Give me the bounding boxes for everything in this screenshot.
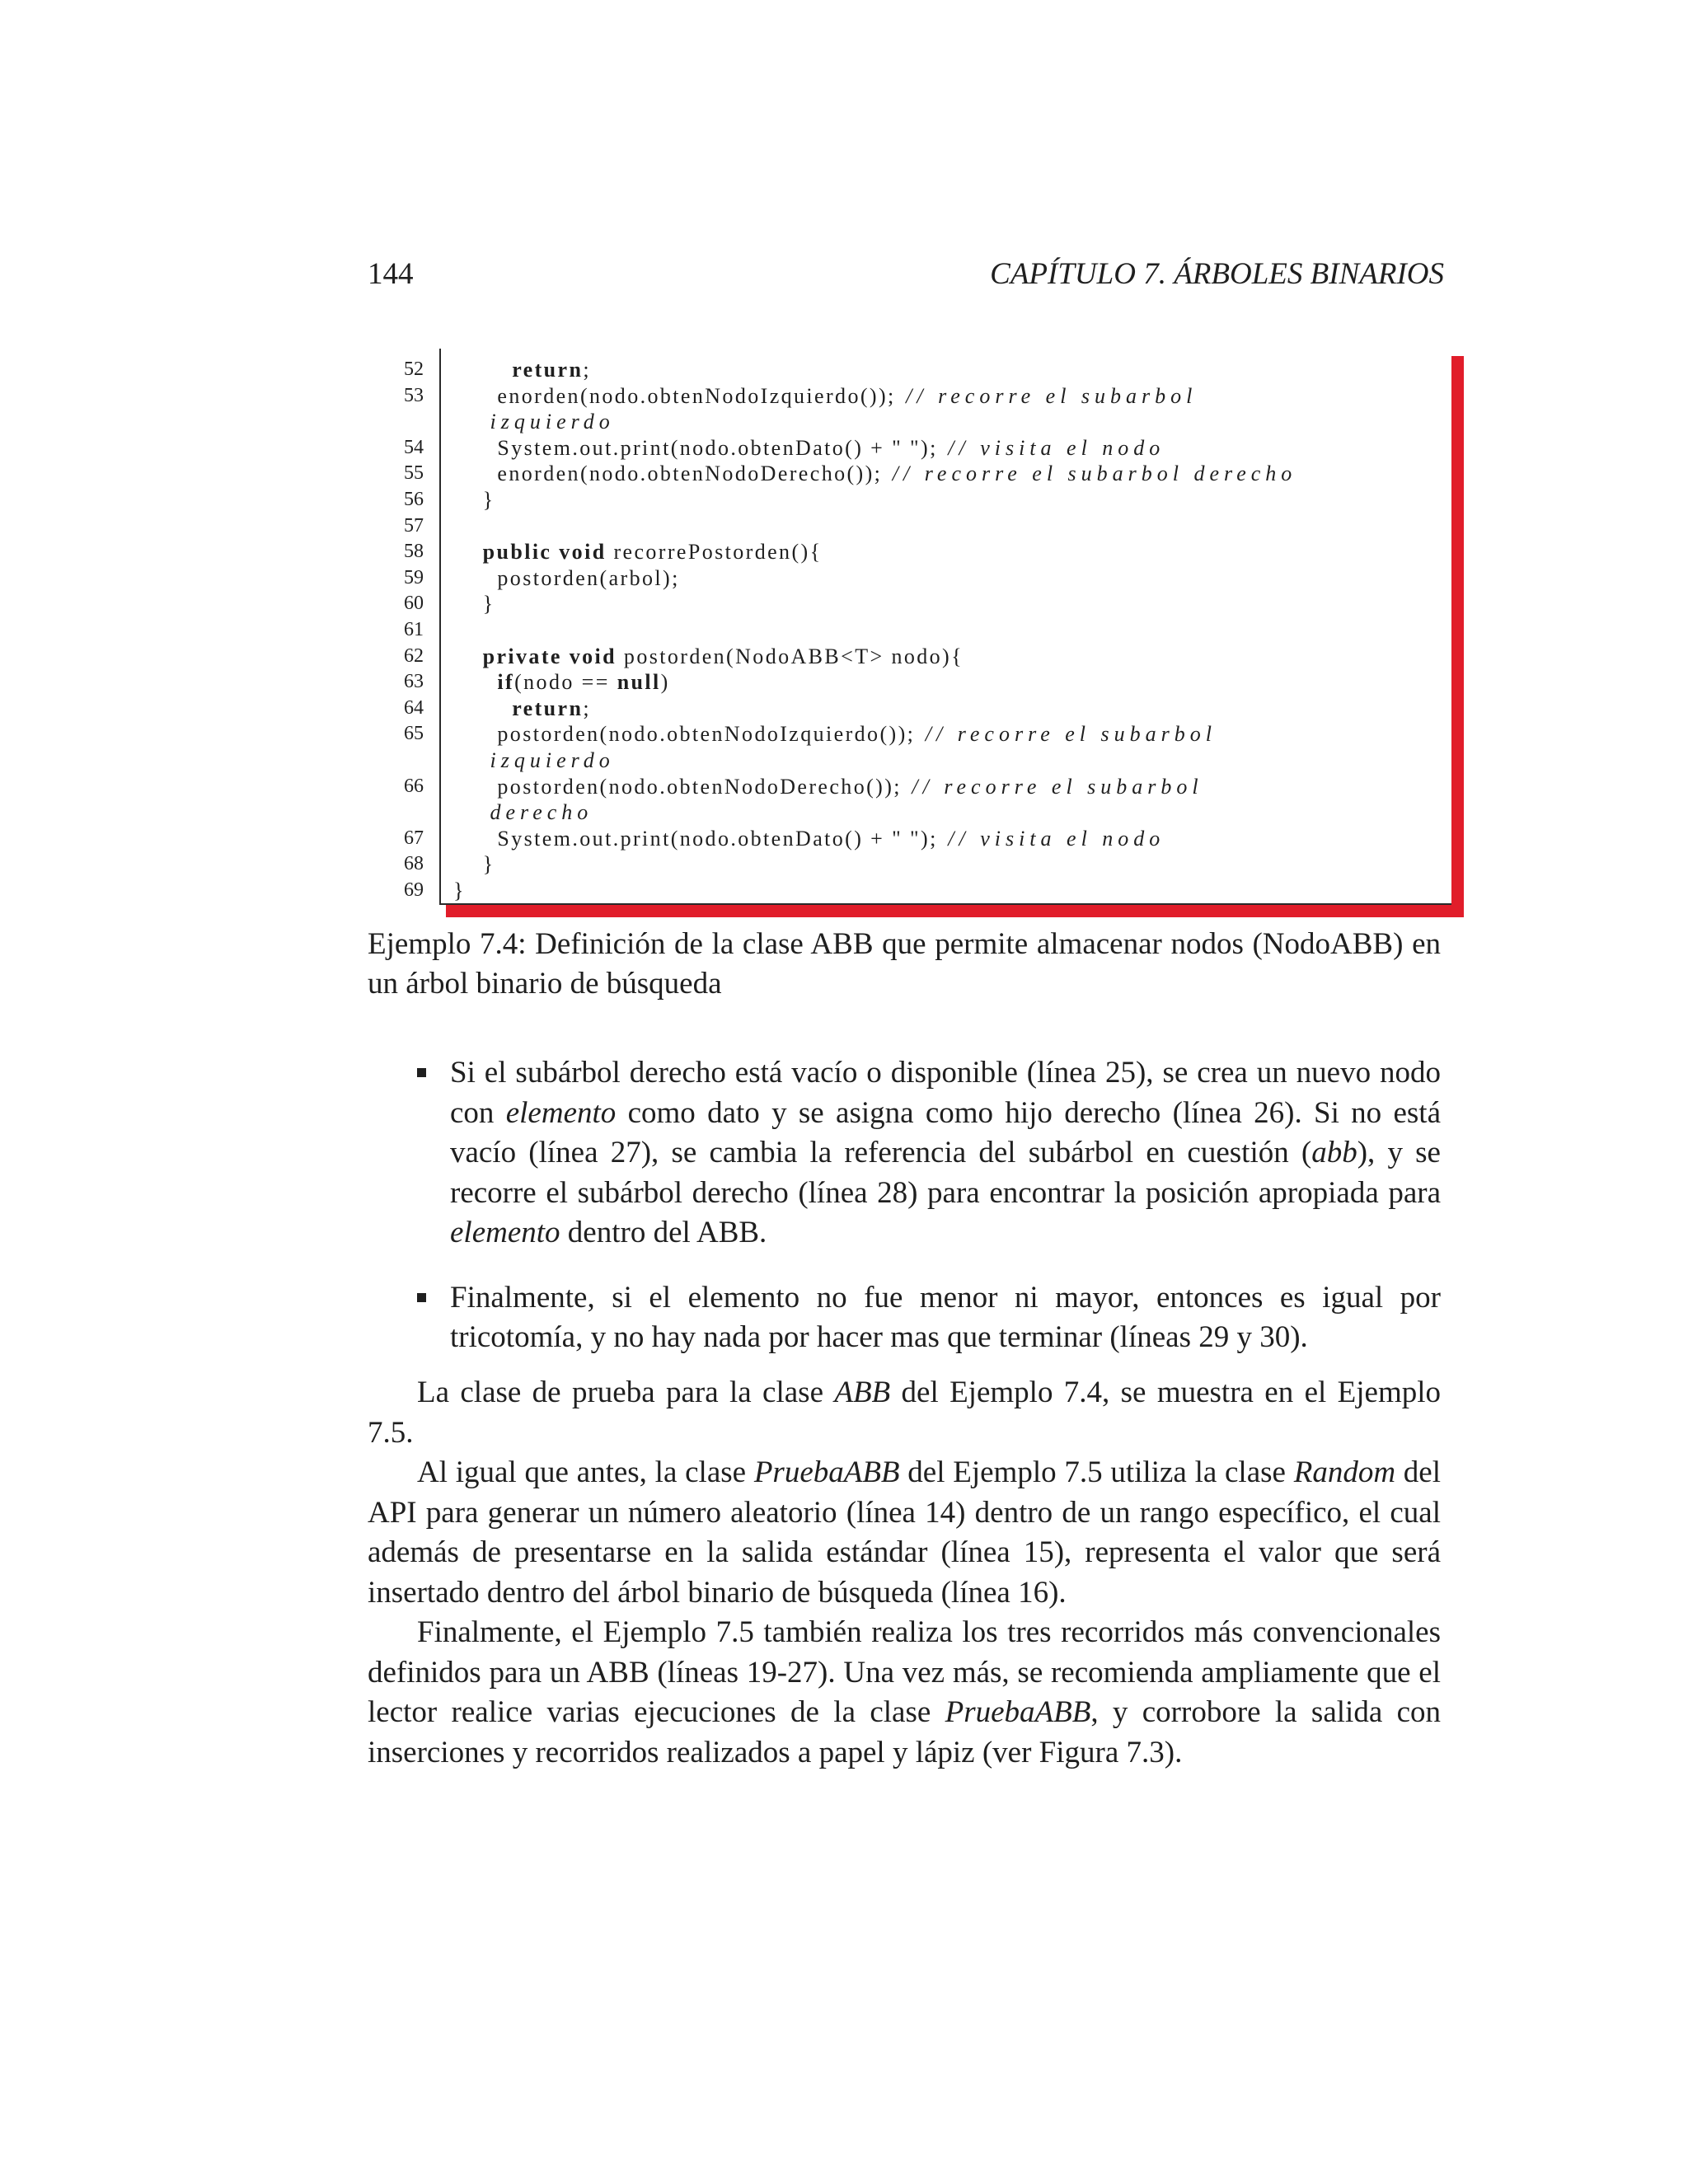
bullet-marker	[417, 1068, 426, 1077]
line-number: 57	[404, 514, 424, 537]
code-token: }	[453, 878, 466, 902]
code-token: (nodo ==	[514, 670, 617, 695]
text-run: Finalmente, si el elemento no fue menor ni mayor, entonces es igual por tricotomía, y no hay nada por hacer mas que terminar (líneas 29 y 30).	[450, 1280, 1441, 1354]
code-token: System.out.print(nodo.obtenDato() + " ");	[453, 435, 938, 460]
page-number: 144	[368, 257, 414, 291]
bullet-marker	[417, 1293, 426, 1302]
code-token: postorden(NodoABB<T> nodo){	[617, 644, 964, 668]
code-text	[453, 644, 964, 670]
line-number: 62	[404, 644, 424, 667]
code-token: recorrePostorden(){	[606, 540, 823, 565]
code-token: }	[453, 852, 495, 877]
text-run: del API para generar un número aleatorio (línea 14) dentro de un rango específico, el cual además de presentarse en la salida estándar (línea 15), representa el valor que será insertado dentro del árbol binario de búsqueda (línea 16).	[368, 1455, 1441, 1610]
code-text	[453, 669, 670, 696]
code-text	[453, 565, 680, 592]
emphasis-text: Random	[1293, 1455, 1396, 1489]
code-text	[453, 539, 822, 565]
code-rows	[361, 357, 1457, 903]
line-number: 65	[404, 723, 424, 745]
bullet-item	[368, 1278, 1441, 1358]
code-text	[453, 383, 1197, 410]
text-run: del Ejemplo 7.4, se muestra en el Ejemplo 7.5.	[368, 1376, 1442, 1450]
code-comment: // recorre el subarbol	[915, 722, 1217, 747]
code-comment: // recorre el subarbol	[895, 383, 1198, 408]
line-number: 61	[404, 618, 424, 640]
line-number: 64	[404, 696, 424, 719]
code-token: postorden(nodo.obtenNodoDerecho());	[453, 774, 902, 799]
code-text	[453, 851, 495, 878]
line-number: 58	[404, 541, 424, 563]
code-text	[453, 696, 591, 722]
code-token: }	[453, 592, 495, 616]
listing-caption: Ejemplo 7.4: Definición de la clase ABB que permite almacenar nodos (NodoABB) en un árbol binario de búsqueda	[368, 927, 1441, 1001]
paragraph	[368, 1373, 1441, 1453]
paragraph	[368, 1613, 1441, 1773]
code-text	[453, 435, 1165, 462]
line-number: 69	[404, 879, 424, 901]
line-number: 52	[404, 359, 424, 380]
code-token	[453, 696, 512, 720]
code-line	[361, 591, 1457, 617]
code-keyword: private void	[482, 644, 617, 668]
emphasis-text: PruebaABB	[945, 1695, 1091, 1729]
code-token: enorden(nodo.obtenNodoIzquierdo());	[453, 383, 896, 408]
bullet-item	[368, 1053, 1441, 1254]
code-line	[361, 826, 1457, 852]
emphasis-text: PruebaABB	[753, 1455, 900, 1489]
line-number: 63	[404, 671, 424, 693]
code-line	[361, 617, 1457, 644]
running-head: CAPÍTULO 7. ÁRBOLES BINARIOS	[990, 257, 1444, 291]
line-number: 54	[404, 436, 424, 458]
code-line	[361, 409, 1457, 435]
code-line	[361, 851, 1457, 878]
text-run: Al igual que antes, la clase	[417, 1455, 754, 1489]
code-comment: // visita el nodo	[937, 826, 1165, 851]
code-token: enorden(nodo.obtenNodoDerecho());	[453, 462, 883, 486]
text-run: como dato y se asigna como hijo derecho (línea 26). Si no está vacío (línea 27), se cambia la referencia del subárbol en cuestión (	[450, 1095, 1441, 1169]
bullet-list	[368, 1053, 1441, 1383]
text-run: , y corrobore la salida con inserciones y recorridos realizados a papel y lápiz (ver Figura 7.3).	[368, 1695, 1441, 1769]
code-keyword: public void	[482, 540, 607, 565]
text-run: dentro del ABB.	[560, 1216, 767, 1249]
code-keyword: return	[512, 358, 584, 382]
text-run: La clase de prueba para la clase	[417, 1376, 835, 1409]
code-token	[453, 748, 490, 772]
code-text	[453, 409, 615, 435]
code-token	[453, 644, 483, 668]
code-token: ;	[583, 696, 591, 720]
code-line	[361, 357, 1457, 383]
code-listing	[361, 349, 1465, 917]
line-number: 53	[404, 384, 424, 406]
code-comment: // recorre el subarbol derecho	[882, 462, 1297, 486]
code-line	[361, 748, 1457, 774]
code-text	[453, 878, 466, 904]
code-line	[361, 878, 1457, 904]
code-comment: izquierdo	[490, 748, 615, 772]
code-text	[453, 774, 1203, 800]
code-token	[453, 540, 483, 564]
code-token: )	[660, 670, 670, 695]
code-token: }	[453, 487, 495, 512]
line-number: 59	[404, 566, 424, 588]
code-line	[361, 644, 1457, 670]
code-line	[361, 513, 1457, 540]
code-text	[453, 799, 593, 826]
code-line	[361, 799, 1457, 826]
emphasis-text: ABB	[834, 1376, 891, 1409]
code-token	[453, 800, 490, 824]
code-line	[361, 565, 1457, 592]
text-run: Finalmente, el Ejemplo 7.5 también realiza los tres recorridos más convencionales definidos para un ABB (líneas 19-27). Una vez más, se recomienda ampliamente que el lector realice varias ejecuciones de la clase	[368, 1615, 1441, 1729]
line-number: 56	[404, 488, 424, 510]
code-line	[361, 774, 1457, 800]
paragraph	[368, 1453, 1441, 1613]
code-text	[453, 487, 495, 513]
code-token: ;	[583, 358, 591, 382]
code-text	[453, 826, 1165, 852]
line-number: 68	[404, 853, 424, 875]
code-keyword: return	[512, 696, 584, 720]
text-run: del Ejemplo 7.5 utiliza la clase	[899, 1455, 1294, 1489]
code-text	[453, 748, 615, 774]
code-comment: derecho	[490, 800, 593, 825]
code-comment: // recorre el subarbol	[901, 774, 1203, 799]
code-comment: izquierdo	[490, 410, 615, 434]
line-number: 67	[404, 827, 424, 849]
code-keyword: if	[497, 670, 515, 695]
code-text	[453, 461, 1296, 487]
code-token	[453, 358, 512, 382]
code-line	[361, 539, 1457, 565]
code-text	[453, 591, 495, 617]
code-token: System.out.print(nodo.obtenDato() + " ");	[453, 826, 938, 851]
code-text	[453, 721, 1217, 748]
code-line	[361, 696, 1457, 722]
text-run: Si el subárbol derecho está vacío o disponible (línea 25), se crea un nuevo nodo con	[450, 1056, 1441, 1130]
emphasis-text: abb	[1311, 1136, 1357, 1169]
code-token: postorden(arbol);	[453, 565, 680, 590]
code-line	[361, 435, 1457, 462]
emphasis-text: elemento	[450, 1216, 560, 1249]
code-line	[361, 721, 1457, 748]
line-number: 60	[404, 593, 424, 615]
code-text	[453, 357, 591, 383]
code-keyword: null	[617, 670, 661, 695]
code-token	[453, 670, 497, 694]
line-number: 66	[404, 775, 424, 797]
emphasis-text: elemento	[505, 1095, 617, 1130]
code-token	[453, 410, 490, 434]
code-token: postorden(nodo.obtenNodoIzquierdo());	[453, 722, 916, 747]
code-comment: // visita el nodo	[937, 435, 1165, 460]
line-number: 55	[404, 462, 424, 485]
text-run: ), y se recorre el subárbol derecho (línea 28) para encontrar la posición apropiada para	[450, 1136, 1441, 1210]
code-line	[361, 383, 1457, 410]
code-line	[361, 461, 1457, 487]
code-line	[361, 487, 1457, 513]
code-line	[361, 669, 1457, 696]
